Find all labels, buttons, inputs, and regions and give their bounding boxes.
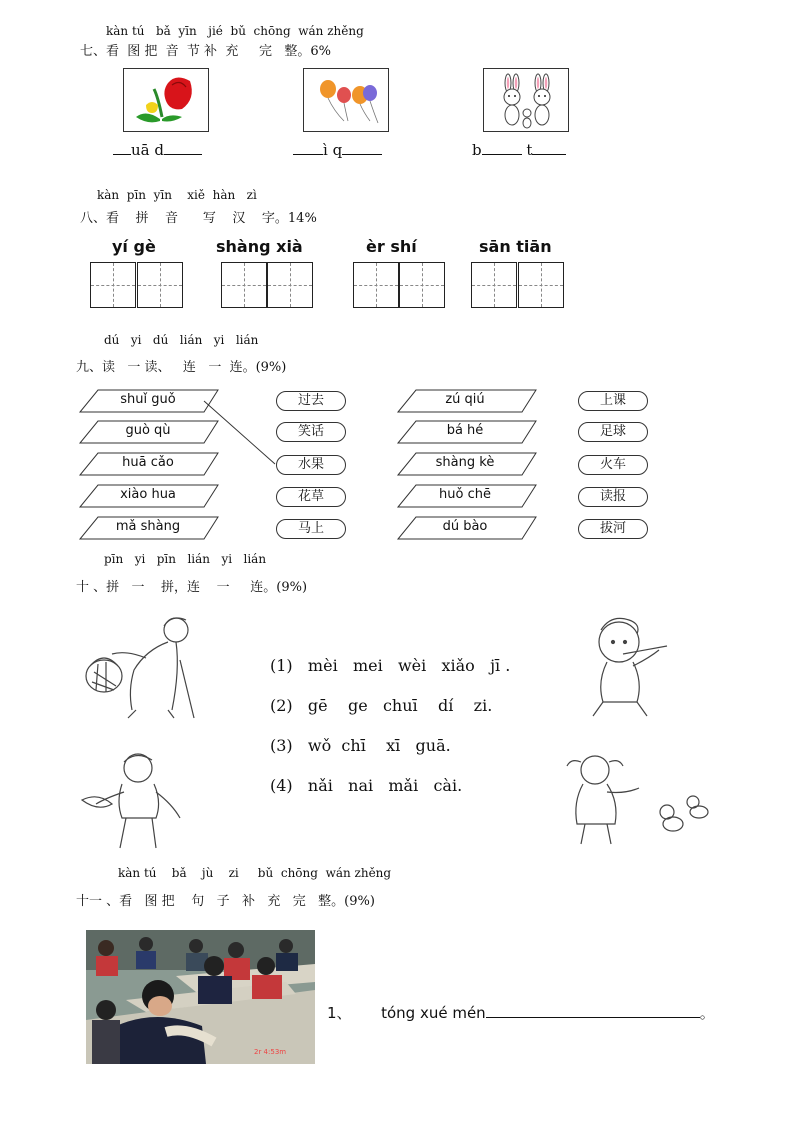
pinyin-word-4: sān tiān <box>479 237 552 256</box>
sentence-fill-item <box>327 1002 715 1023</box>
shown-syllable: uā <box>131 141 150 159</box>
left-pinyin-1: shuǐ guǒ <box>120 392 176 407</box>
left-pinyin-3: huā cǎo <box>122 455 174 470</box>
end-punctuation: 。 <box>699 1004 715 1022</box>
pinyin-word-2: shàng xià <box>216 237 303 256</box>
writing-grid-box[interactable] <box>518 262 564 308</box>
girl-feeding-chicks-sketch <box>555 748 715 856</box>
sec10-title: 十 、拼 一 拼，连 一 连。(9%) <box>76 580 308 595</box>
answer-blank-input[interactable] <box>486 1003 700 1018</box>
fill-in-item-1 <box>113 140 202 159</box>
right-hanzi-2[interactable]: 足球 <box>578 422 648 442</box>
left-hanzi-5[interactable]: 马上 <box>276 519 346 539</box>
right-hanzi-3[interactable]: 火车 <box>578 455 648 475</box>
sec7-pinyin: kàn tú bǎ yīn jié bǔ chōng wán zhěng <box>106 24 364 38</box>
blank-input[interactable] <box>113 140 131 155</box>
right-pinyin-5: dú bào <box>442 519 488 534</box>
right-hanzi-4[interactable]: 读报 <box>578 487 648 507</box>
writing-grid-box[interactable] <box>399 262 445 308</box>
right-pinyin-2: bá hé <box>446 423 484 438</box>
fill-in-item-2 <box>293 140 382 159</box>
sec9-pinyin: dú yi dú lián yi lián <box>104 333 259 347</box>
right-hanzi-5[interactable]: 拔河 <box>578 519 648 539</box>
sentence-1: (1) mèi mei wèi xiǎo jī . <box>270 656 511 675</box>
pinyin-word-1: yí gè <box>112 237 156 256</box>
balloons-picture <box>303 68 389 132</box>
right-pinyin-1: zú qiú <box>445 392 485 407</box>
sec10-pinyin: pīn yi pīn lián yi lián <box>104 552 267 566</box>
sentence-3: (3) wǒ chī xī guā. <box>270 736 451 755</box>
blank-input[interactable] <box>164 140 202 155</box>
left-hanzi-2[interactable]: 笑话 <box>276 422 346 442</box>
left-pinyin-2: guò qù <box>125 423 171 438</box>
writing-grid-box[interactable] <box>353 262 399 308</box>
sec8-title: 八、看 拼 音 写 汉 字。14% <box>80 211 317 226</box>
right-hanzi-1[interactable]: 上课 <box>578 391 648 411</box>
sec7-title: 七、看 图 把 音 节 补 充 完 整。6% <box>80 44 332 59</box>
initial-letter: b <box>472 141 482 159</box>
left-pinyin-5: mǎ shàng <box>115 519 181 534</box>
item-number: 1、 <box>327 1004 352 1022</box>
pinyin-word-3: èr shí <box>366 237 417 256</box>
grandma-shopping-sketch <box>76 610 216 722</box>
rabbits-picture <box>483 68 569 132</box>
sec11-pinyin: kàn tú bǎ jù zi bǔ chōng wán zhěng <box>118 866 392 880</box>
sentence-4: (4) nǎi nai mǎi cài. <box>270 776 463 795</box>
right-pinyin-4: huǒ chē <box>439 487 491 502</box>
tulip-picture <box>123 68 209 132</box>
left-hanzi-3[interactable]: 水果 <box>276 455 346 475</box>
shown-syllable: ì <box>323 141 328 159</box>
writing-grid-box[interactable] <box>267 262 313 308</box>
classroom-photo <box>86 930 315 1064</box>
photo-timestamp: 2r 4:53m <box>254 1048 287 1056</box>
blank-input[interactable] <box>532 140 566 155</box>
initial-letter: q <box>327 141 343 159</box>
writing-grid-box[interactable] <box>90 262 136 308</box>
writing-grid-box[interactable] <box>137 262 183 308</box>
blank-input[interactable] <box>482 140 522 155</box>
left-pinyin-4: xiào hua <box>120 487 176 502</box>
sec11-title: 十一 、看 图 把 句 子 补 充 完 整。(9%) <box>76 894 375 909</box>
boy-playing-flute-sketch <box>567 612 717 720</box>
item-pinyin: tóng xué mén <box>381 1004 486 1022</box>
initial-letter: d <box>149 141 164 159</box>
left-hanzi-1[interactable]: 过去 <box>276 391 346 411</box>
sentence-2: (2) gē ge chuī dí zi. <box>270 696 493 715</box>
blank-input[interactable] <box>342 140 382 155</box>
sec9-title: 九、读 一 读、 连 一 连。(9%) <box>76 360 287 375</box>
writing-grid-box[interactable] <box>471 262 517 308</box>
blank-input[interactable] <box>293 140 323 155</box>
sec8-pinyin: kàn pīn yīn xiě hàn zì <box>97 188 257 202</box>
fill-in-item-3 <box>472 140 566 159</box>
writing-grid-box[interactable] <box>221 262 267 308</box>
initial-letter: t <box>521 141 533 159</box>
boy-eating-watermelon-sketch <box>76 748 196 856</box>
left-hanzi-4[interactable]: 花草 <box>276 487 346 507</box>
right-pinyin-3: shàng kè <box>435 455 495 470</box>
